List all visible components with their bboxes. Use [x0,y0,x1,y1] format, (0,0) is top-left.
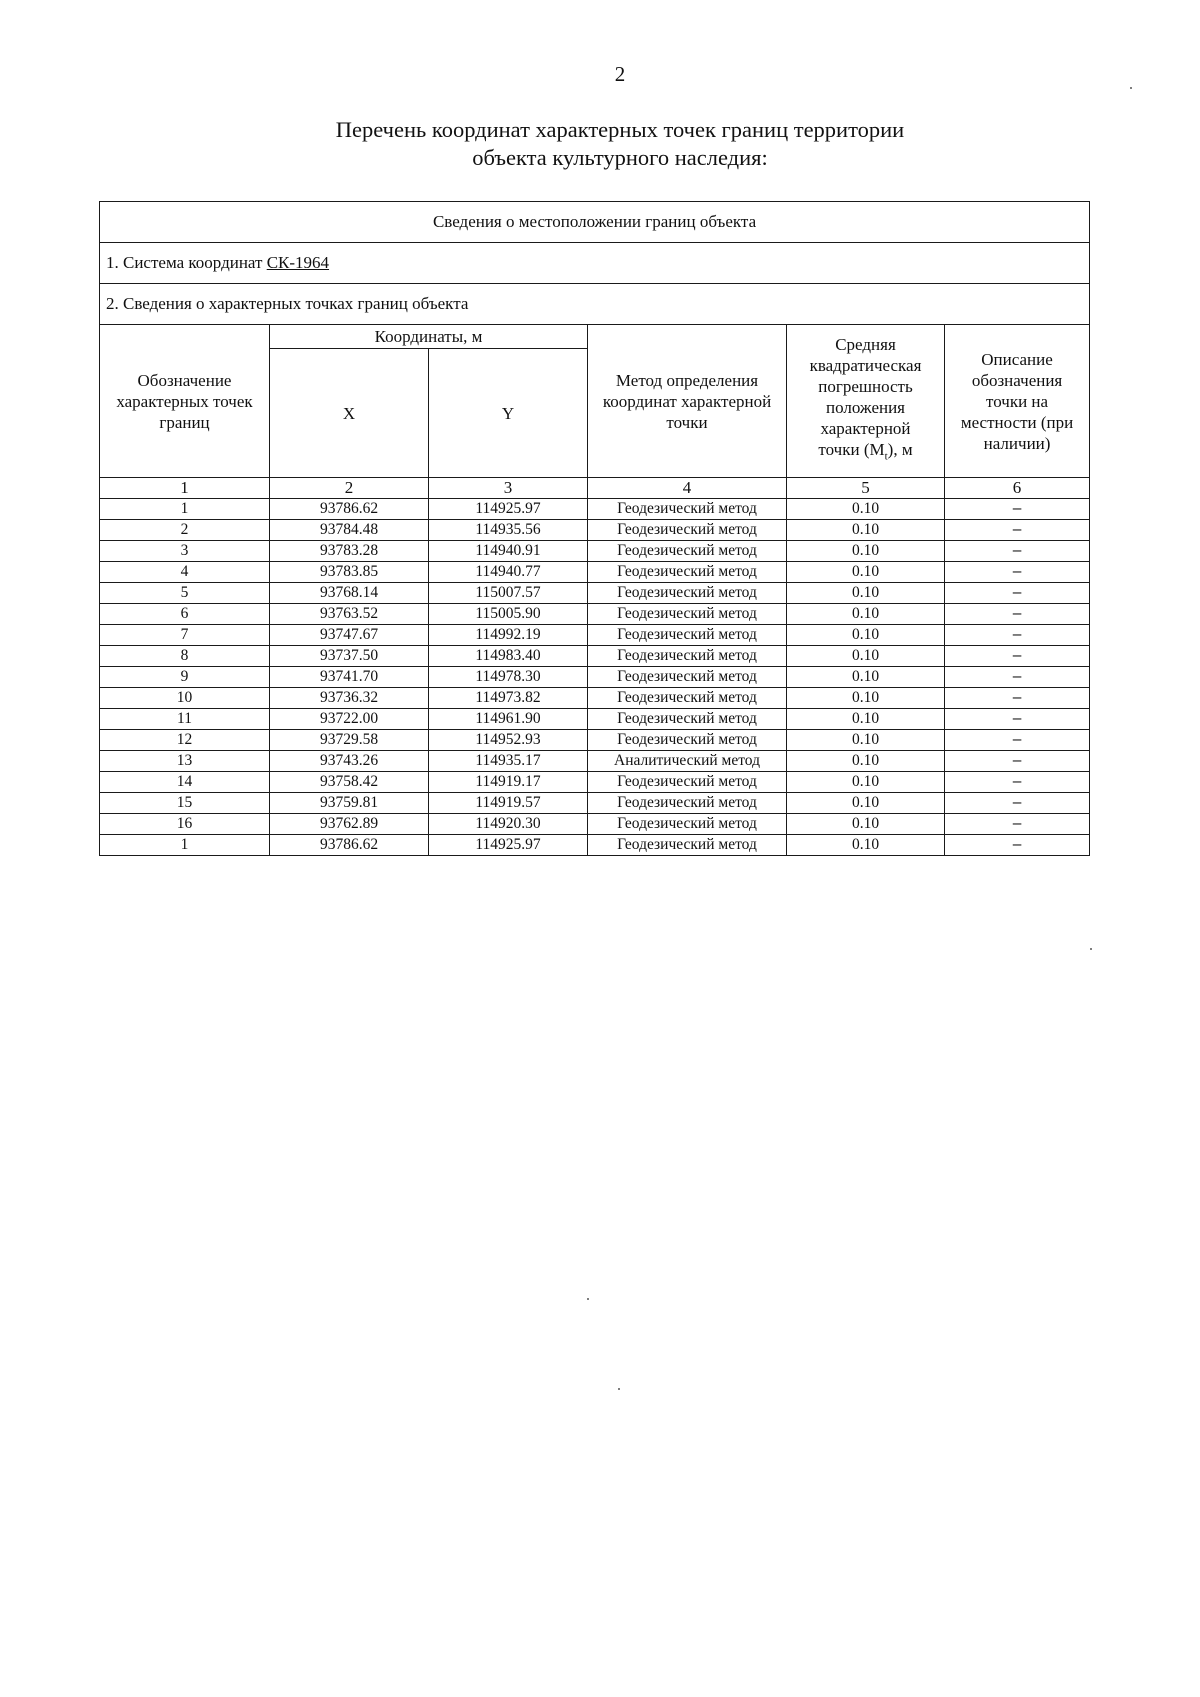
x-coordinate-cell: 93729.58 [270,730,429,751]
error-cell: 0.10 [787,835,945,856]
x-coordinate-cell: 93786.62 [270,499,429,520]
header-designation: Обозначение характерных точек границ [100,325,270,478]
error-cell: 0.10 [787,709,945,730]
error-cell: 0.10 [787,667,945,688]
scan-speck [618,1388,620,1390]
document-title-line-1: Перечень координат характерных точек границ территории [335,117,905,142]
table-row [100,604,1090,625]
method-cell: Геодезический метод [588,583,787,604]
method-cell: Геодезический метод [588,646,787,667]
table-row [100,625,1090,646]
table-row [100,520,1090,541]
x-coordinate-cell: 93786.62 [270,835,429,856]
page-number: 2 [614,62,626,86]
description-cell: – [945,751,1090,772]
coordinate-system-row [100,243,1090,284]
header-error-subscript: t [884,450,888,463]
y-coordinate-cell: 114952.93 [429,730,588,751]
x-coordinate-cell: 93737.50 [270,646,429,667]
y-coordinate-cell: 114978.30 [429,667,588,688]
x-coordinate-cell: 93762.89 [270,814,429,835]
table-row [100,730,1090,751]
y-coordinate-cell: 114919.57 [429,793,588,814]
header-x: X [270,349,429,478]
header-y: Y [429,349,588,478]
point-number-cell: 9 [100,667,270,688]
error-cell: 0.10 [787,520,945,541]
error-cell: 0.10 [787,583,945,604]
section-title-row [100,202,1090,243]
x-coordinate-cell: 93783.28 [270,541,429,562]
method-cell: Геодезический метод [588,562,787,583]
point-number-cell: 8 [100,646,270,667]
method-cell: Геодезический метод [588,730,787,751]
description-cell: – [945,604,1090,625]
scan-speck [1090,948,1092,950]
table-row [100,814,1090,835]
description-cell: – [945,835,1090,856]
y-coordinate-cell: 114919.17 [429,772,588,793]
error-cell: 0.10 [787,625,945,646]
y-coordinate-cell: 114940.77 [429,562,588,583]
table-row [100,772,1090,793]
header-error-text: Средняя квадратическая погрешность положения характерной [809,335,922,439]
point-number-cell: 16 [100,814,270,835]
error-cell: 0.10 [787,751,945,772]
column-number: 2 [270,478,429,499]
point-number-cell: 1 [100,835,270,856]
coordinate-system [100,243,1090,284]
point-number-cell: 6 [100,604,270,625]
error-cell: 0.10 [787,730,945,751]
table-row [100,793,1090,814]
error-cell: 0.10 [787,772,945,793]
method-cell: Геодезический метод [588,793,787,814]
header-error [787,325,945,478]
y-coordinate-cell: 114920.30 [429,814,588,835]
error-cell: 0.10 [787,562,945,583]
description-cell: – [945,499,1090,520]
x-coordinate-cell: 93743.26 [270,751,429,772]
point-number-cell: 11 [100,709,270,730]
y-coordinate-cell: 114935.17 [429,751,588,772]
coordinate-system-label: 1. Система координат [106,253,263,272]
point-number-cell: 10 [100,688,270,709]
table-row [100,646,1090,667]
point-number-cell: 7 [100,625,270,646]
method-cell: Аналитический метод [588,751,787,772]
table-row [100,499,1090,520]
description-cell: – [945,520,1090,541]
header-error-unit: ), м [887,440,913,460]
description-cell: – [945,583,1090,604]
column-number: 6 [945,478,1090,499]
table-row [100,751,1090,772]
table-row [100,562,1090,583]
scan-speck [1130,87,1132,89]
method-cell: Геодезический метод [588,541,787,562]
error-cell: 0.10 [787,793,945,814]
y-coordinate-cell: 114925.97 [429,835,588,856]
description-cell: – [945,730,1090,751]
y-coordinate-cell: 114973.82 [429,688,588,709]
method-cell: Геодезический метод [588,667,787,688]
boundary-coordinates-table [99,201,1090,856]
point-number-cell: 4 [100,562,270,583]
method-cell: Геодезический метод [588,499,787,520]
y-coordinate-cell: 114961.90 [429,709,588,730]
table-row [100,541,1090,562]
x-coordinate-cell: 93722.00 [270,709,429,730]
point-number-cell: 15 [100,793,270,814]
x-coordinate-cell: 93736.32 [270,688,429,709]
table-row [100,667,1090,688]
points-section-row [100,284,1090,325]
point-number-cell: 5 [100,583,270,604]
y-coordinate-cell: 114940.91 [429,541,588,562]
error-cell: 0.10 [787,604,945,625]
method-cell: Геодезический метод [588,814,787,835]
x-coordinate-cell: 93763.52 [270,604,429,625]
column-number-row [100,478,1090,499]
description-cell: – [945,667,1090,688]
description-cell: – [945,709,1090,730]
description-cell: – [945,772,1090,793]
header-row-top [100,325,1090,349]
table-row [100,688,1090,709]
y-coordinate-cell: 114935.56 [429,520,588,541]
description-cell: – [945,541,1090,562]
description-cell: – [945,793,1090,814]
y-coordinate-cell: 114992.19 [429,625,588,646]
header-method: Метод определения координат характерной точки [588,325,787,478]
point-number-cell: 3 [100,541,270,562]
column-number: 4 [588,478,787,499]
column-number: 1 [100,478,270,499]
document-title [0,116,1200,172]
x-coordinate-cell: 93758.42 [270,772,429,793]
x-coordinate-cell: 93784.48 [270,520,429,541]
point-number-cell: 14 [100,772,270,793]
table-row [100,835,1090,856]
method-cell: Геодезический метод [588,625,787,646]
point-number-cell: 12 [100,730,270,751]
point-number-cell: 2 [100,520,270,541]
error-cell: 0.10 [787,814,945,835]
x-coordinate-cell: 93741.70 [270,667,429,688]
x-coordinate-cell: 93768.14 [270,583,429,604]
error-cell: 0.10 [787,688,945,709]
method-cell: Геодезический метод [588,835,787,856]
description-cell: – [945,562,1090,583]
header-error-prefix: точки (M [818,440,885,460]
y-coordinate-cell: 114983.40 [429,646,588,667]
x-coordinate-cell: 93783.85 [270,562,429,583]
description-cell: – [945,814,1090,835]
description-cell: – [945,625,1090,646]
method-cell: Геодезический метод [588,772,787,793]
method-cell: Геодезический метод [588,604,787,625]
table-row [100,583,1090,604]
method-cell: Геодезический метод [588,688,787,709]
error-cell: 0.10 [787,541,945,562]
method-cell: Геодезический метод [588,520,787,541]
column-number: 5 [787,478,945,499]
method-cell: Геодезический метод [588,709,787,730]
section-title: Сведения о местоположении границ объекта [100,202,1090,243]
y-coordinate-cell: 114925.97 [429,499,588,520]
table-row [100,709,1090,730]
point-number-cell: 1 [100,499,270,520]
error-cell: 0.10 [787,646,945,667]
column-number: 3 [429,478,588,499]
x-coordinate-cell: 93747.67 [270,625,429,646]
x-coordinate-cell: 93759.81 [270,793,429,814]
point-number-cell: 13 [100,751,270,772]
y-coordinate-cell: 115007.57 [429,583,588,604]
coordinate-system-name: СК-1964 [266,253,330,272]
description-cell: – [945,646,1090,667]
header-coordinates: Координаты, м [270,325,588,349]
description-cell: – [945,688,1090,709]
points-section-title: 2. Сведения о характерных точках границ объекта [100,284,1090,325]
y-coordinate-cell: 115005.90 [429,604,588,625]
header-description: Описание обозначения точки на местности (при наличии) [945,325,1090,478]
error-cell: 0.10 [787,499,945,520]
scan-speck [587,1298,589,1300]
document-title-line-2: объекта культурного наследия: [472,145,768,170]
